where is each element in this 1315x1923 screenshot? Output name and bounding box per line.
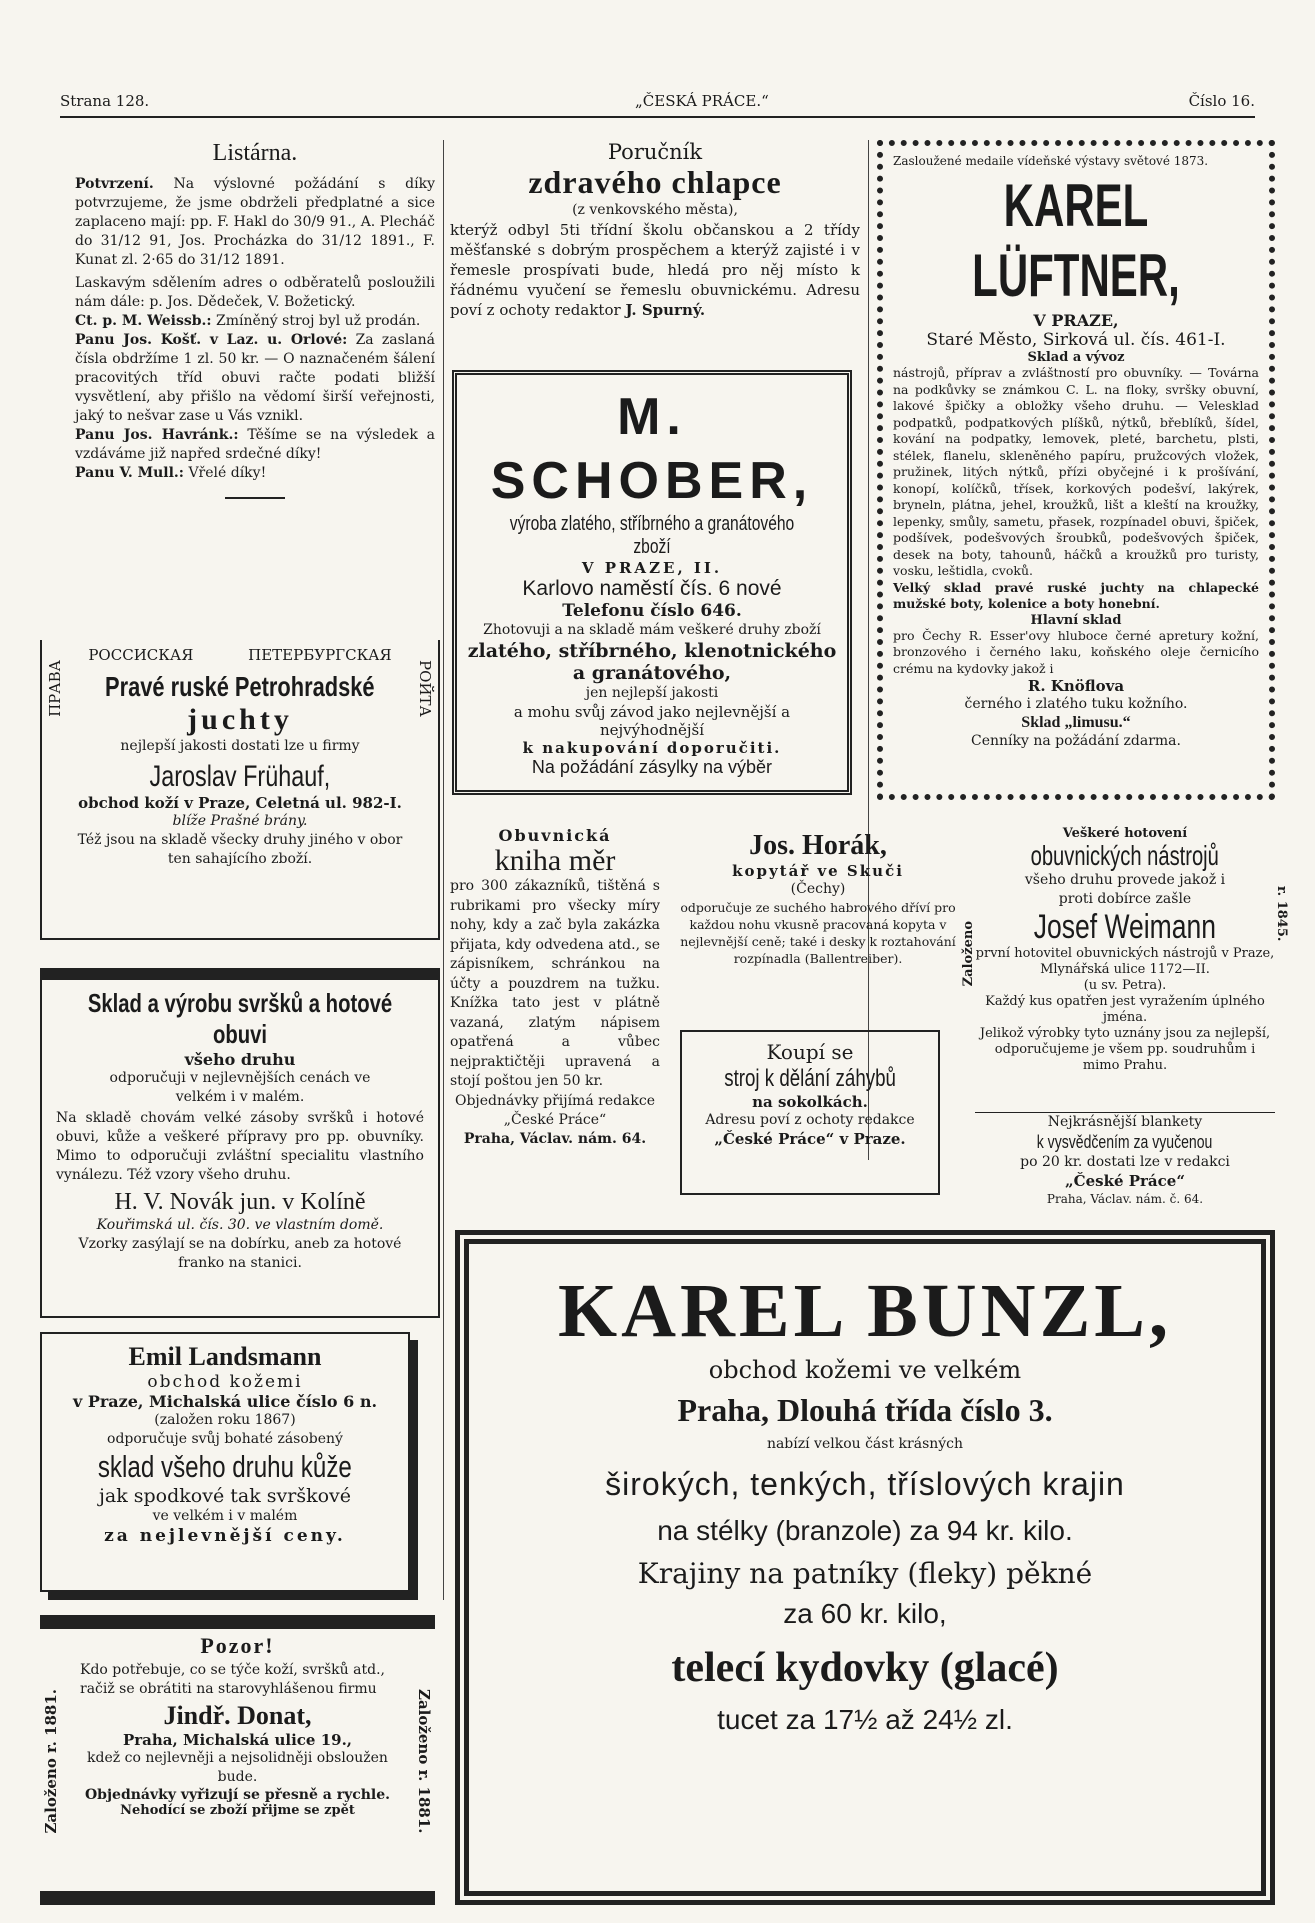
schober-l6: zlatého, stříbrného, klenotnického [467, 640, 837, 662]
ad-kniha [450, 826, 660, 1196]
schober-l3: Karlovo naměstí čís. 6 nové [522, 577, 782, 600]
divider [225, 497, 285, 499]
luftner-l5: černého i zlatého tuku kožního. [964, 696, 1188, 712]
ad-horak [668, 830, 968, 1020]
weimann-l4: proti dobírce zašle [1058, 891, 1192, 907]
ad-donat [40, 1615, 435, 1905]
bunzl-l3: nabízí velkou část krásných [766, 1436, 964, 1452]
luftner-l7: Cenníky na požádání zdarma. [971, 733, 1181, 749]
fruhauf-line1: Pravé ruské Petrohradské [105, 671, 375, 702]
landsmann-l7: ve velkém i v malém [152, 1508, 298, 1524]
listarna-p3: Ct. p. M. Weissb.: Zmíněný stroj byl už prodán. [75, 313, 421, 329]
landsmann-l2: v Praze, Michalská ulice číslo 6 n. [72, 1392, 378, 1411]
fruhauf-address: obchod koží v Praze, Celetná ul. 982-I. [78, 794, 402, 812]
bunzl-name: KAREL BUNZL, [558, 1269, 1172, 1353]
donat-side-right: Založeno r. 1881. [415, 1689, 433, 1834]
header-rule [60, 116, 1255, 118]
blankety-l5: Praha, Václav. nám. č. 64. [1046, 1192, 1204, 1206]
bunzl-l5: na stélky (branzole) za 94 kr. kilo. [657, 1515, 1073, 1546]
bunzl-l6: Krajiny na patníky (fleky) pěkné [637, 1557, 1093, 1590]
luftner-name: KAREL LÜFTNER, [972, 172, 1180, 309]
schober-l8: jen nejlepší jakosti [585, 685, 719, 701]
landsmann-l8: za nejlevnější ceny. [104, 1526, 346, 1546]
kniha-text3: Praha, Václav. nám. 64. [463, 1130, 647, 1147]
weimann-text1b: (u sv. Petra). [1083, 978, 1167, 993]
bunzl-l1: obchod kožemi ve velkém [708, 1356, 1022, 1384]
column-rule-1 [443, 140, 444, 1600]
fruhauf-line3: nejlepší jakosti dostati lze u firmy [120, 738, 360, 754]
koupi-l5: „České Práce“ v Praze. [714, 1130, 906, 1148]
weimann-side-left: Založeno [961, 921, 976, 987]
listarna-p4: Panu Jos. Košť. v Laz. u. Orlové: Za zaslaná čísla obdržíme 1 zl. 50 kr. — O naznačeném šálení pracovitých tříd obuvi račte podati bližší vysvětlení, aby přišlo na vědomí širší veřejnosti, jaký to nešvar zase u Vás vznikl. [75, 332, 436, 424]
donat-name: Jindř. Donat, [163, 1701, 312, 1730]
blankety-l3: po 20 kr. dostati lze v redakci [1020, 1154, 1230, 1170]
schober-l5: Zhotovuji a na skladě mám veškeré druhy zboží [483, 622, 821, 638]
weimann-l2: obuvnických nástrojů [1030, 840, 1220, 871]
luftner-text3: pro Čechy R. Esser'ovy hluboce černé apretury kožní, bronzového i černého laku, koňského oleje černicího crému na kydovky jakož i [893, 627, 1259, 676]
weimann-text3: Jelikož výrobky tyto uznány jsou za nejlepší, odporučujeme je všem pp. soudruhům i mimo Prahu. [979, 1026, 1271, 1073]
novak-text2: Na skladě chovám velké zásoby svršků i hotové obuvi, kůže a veškeré přípravy pro pp. obuvníky. Mimo to odporučuji zvláštní specialitu vlastního vynálezu. Též vzory všeho druhu. [56, 1110, 424, 1183]
horak-l2: (Čechy) [790, 881, 846, 897]
listarna-title: Listárna. [212, 140, 298, 166]
landsmann-l5: sklad všeho druhu kůže [97, 1449, 353, 1484]
weimann-l1: Veškeré hotovení [1062, 826, 1188, 841]
ad-fruhauf [40, 640, 440, 940]
fruhauf-near: blíže Prašné brány. [172, 813, 308, 829]
ad-landsmann [40, 1332, 410, 1592]
donat-title: Pozor! [200, 1633, 275, 1658]
schober-l9: a mohu svůj závod jako nejlevnější a nejvýhodnější [513, 703, 791, 739]
bunzl-l4: širokých, tenkých, tříslových krajin [605, 1466, 1125, 1502]
luftner-text2: Velký sklad pravé ruské juchty na chlapecké mužské boty, kolenice a boty honební. [893, 579, 1259, 611]
novak-name: H. V. Novák jun. v Kolíně [114, 1189, 366, 1215]
schober-l2: V PRAZE, II. [581, 559, 723, 577]
fruhauf-also: Též jsou na skladě všecky druhy jiného v obor ten sahajícího zboží. [77, 832, 403, 867]
ad-porucnik [450, 140, 860, 320]
fruhauf-name: Jaroslav Frühauf, [149, 760, 331, 793]
porucnik-l2: zdravého chlapce [528, 164, 782, 200]
ad-luftner [877, 140, 1275, 800]
weimann-text2: Každý kus opatřen jest vyražením úplného jména. [985, 994, 1265, 1025]
listarna-p6: Panu V. Mull.: Vřelé díky! [75, 465, 267, 481]
ad-weimann [961, 826, 1289, 1116]
landsmann-l4: odporučuje svůj bohaté zásobený [107, 1431, 343, 1447]
page-header [60, 92, 1255, 114]
donat-text1: Kdo potřebuje, co se týče koží, svršků atd., račiž se obrátiti na starovyhlášenou firmu [80, 1662, 385, 1697]
donat-text2: kdež co nejlevněji a nejsolidněji obsloužen bude. [87, 1750, 388, 1785]
porucnik-text: kterýž odbyl 5ti třídní školu občanskou a 2 třídy měšťanské s dobrým prospěchem a kterýž zajisté i v řemesle prospívati bude, hledá pro něj místo k řádnému vyučení se řemeslu obuvnickému. Adresu poví z ochoty redaktor J. Spurný. [450, 221, 860, 319]
side-text-left: ПРАВА [46, 660, 64, 717]
kniha-text: pro 300 zákazníků, tištěná s rubrikami pro všecky míry nohy, kdy a zač byla zakázka přijata, kdy odvedena atd., se zápisníkem, schránkou na účty a pouzdrem na tužku. Knížka tato jest v plátně vazaná, zlatým nápisem opatřená a vůbec nejpraktičtěji upravená a stojí poštou jen 50 kr. [450, 878, 660, 1089]
weimann-name: Josef Weimann [1033, 908, 1217, 946]
issue-number: Číslo 16. [1188, 92, 1255, 110]
donat-text4: Nehodící se zboží přijme se zpět [120, 1803, 355, 1818]
novak-sub: všeho druhu [184, 1050, 296, 1069]
luftner-l1: Zasloužené medaile vídeňské výstavy světové 1873. [893, 154, 1209, 168]
page-number: Strana 128. [60, 92, 150, 110]
luftner-address: Staré Město, Sirková ul. čís. 461-I. [926, 330, 1226, 350]
novak-title: Sklad a výrobu svršků a hotové obuvi [87, 988, 393, 1049]
schober-l4: Telefonu číslo 646. [562, 601, 742, 621]
novak-text3: Vzorky zasýlají se na dobírku, aneb za hotové franko na stanici. [78, 1236, 402, 1271]
listarna-p5: Panu Jos. Havránk.: Těšíme se na výsledek a vzdáváme již napřed srdečné díky! [75, 427, 435, 462]
schober-l10: k nakupování doporučiti. [522, 739, 782, 757]
weimann-side-right: r. 1845. [1274, 886, 1289, 942]
luftner-l3: Hlavní sklad [1030, 612, 1122, 628]
porucnik-l1: Poručník [607, 140, 703, 164]
novak-text1: odporučuji v nejlevnějších cenách ve velkém i v malém. [109, 1070, 371, 1105]
ad-koupi [680, 1030, 940, 1195]
landsmann-name: Emil Landsmann [128, 1342, 322, 1371]
koupi-l3: na sokolkách. [752, 1093, 868, 1111]
schober-l7: a granátového, [572, 662, 732, 684]
schober-l1: výroba zlatého, stříbrného a granátového zboží [509, 513, 795, 558]
bunzl-l9: tucet za 17½ až 24½ zl. [717, 1704, 1013, 1735]
luftner-l4: R. Knöflova [1027, 677, 1125, 695]
listarna [75, 140, 435, 499]
kniha-l1: Obuvnická [498, 826, 612, 845]
side-text-right: РОЙТА [416, 660, 434, 717]
kniha-l2: kniha měr [494, 844, 616, 877]
ad-bunzl [455, 1230, 1275, 1905]
donat-text3: Objednávky vyřizují se přesně a rychle. [84, 1787, 391, 1803]
bunzl-l8: telecí kydovky (glacé) [671, 1645, 1059, 1691]
ad-novak [40, 968, 440, 1318]
donat-address: Praha, Michalská ulice 19., [122, 1731, 353, 1749]
koupi-l2: stroj k dělání záhybů [724, 1065, 896, 1092]
blankety-l1: Nejkrásnější blankety [1047, 1114, 1203, 1130]
horak-l1: kopytář ve Skuči [732, 862, 904, 880]
schober-l11: Na požádání zásylky na výběr [531, 757, 773, 777]
weimann-text1: první hotovitel obuvnických nástrojů v Praze, Mlynářská ulice 1172—II. [975, 946, 1275, 977]
koupi-l1: Koupí se [766, 1040, 854, 1064]
listarna-p1: Potvrzení. Na výslovné požádání s díky potvrzujeme, že jsme obdrželi předplatné a sice zaplaceno mají: pp. F. Hakl do 30/9 91., A. Plecháč do 31/12 91, Jos. Procházka do 31/12 1891., F. Kunat zl. 2·65 do 31/12 1891. [75, 176, 436, 268]
porucnik-l3: (z venkovského města), [572, 202, 738, 218]
weimann-l3: všeho druhu provede jakož i [1024, 872, 1226, 888]
bunzl-l7: za 60 kr. kilo, [783, 1598, 947, 1629]
journal-title: „ČESKÁ PRÁCE.“ [635, 92, 769, 110]
luftner-l2: Sklad a vývoz [1027, 350, 1125, 365]
schober-name: M. SCHOBER, [490, 388, 814, 510]
novak-address: Kouřimská ul. čís. 30. ve vlastním domě. [96, 1217, 384, 1233]
listarna-p2: Laskavým sdělením adres o odběratelů posloužili nám dále: p. Jos. Dědeček, V. Božetický. [75, 275, 435, 310]
fruhauf-line2: juchty [187, 703, 293, 736]
kniha-text2: Objednávky přijímá redakce „České Práce“ [454, 1092, 656, 1128]
ad-schober [452, 370, 852, 795]
ad-blankety [975, 1112, 1275, 1208]
landsmann-l1: obchod kožemi [147, 1372, 303, 1392]
koupi-l4: Adresu poví z ochoty redakce [705, 1112, 915, 1128]
horak-text: odporučuje ze suchého habrového dříví pro každou nohu vkusně pracovaná kopyta v nejlevnější ceně; také i desky k roztahování rozpínadla (Ballentreiber). [680, 900, 956, 966]
bunzl-l2: Praha, Dlouhá třída číslo 3. [677, 1392, 1053, 1428]
blankety-l2: k vysvědčením za vyučenou [1037, 1132, 1213, 1152]
luftner-text1: nástrojů, příprav a zvláštností pro obuvníky. — Továrna na podkůvky se známkou C. L. na floky, svršky obuvní, lakové špičky a obložky všeho druhu. — Velesklad podpatků, podpatkových plíšků, nýtků, břeblíků, šídel, kování na podpatky, lemovek, pleté, barchetu, plsti, stélek, flanelu, skleněného papíru, pružcových vložek, pružinek, litých nýtků, přízi obyčejné i k prošívání, konopí, kolíčků, třísek, korkových podešví, lakýrek, bryneln, plátna, jehel, kroužků, lišt a kleští na kroužky, lepenky, smůly, sametu, přasek, rozpínadel obuvi, špiček, podšívek, podešvových šroubků, podešvových špiček, desek na boty, tahounů, háčků a kroužků pro turisty, vosku, leštidla, cvoků. [893, 365, 1259, 578]
landsmann-l6: jak spodkové tak svrškové [98, 1485, 352, 1507]
blankety-l4: „České Práce“ [1065, 1172, 1185, 1190]
luftner-l6: Sklad „limusu.“ [1021, 714, 1131, 731]
donat-side-left: Založeno r. 1881. [42, 1689, 60, 1834]
landsmann-l3: (založen roku 1867) [154, 1412, 296, 1428]
horak-name: Jos. Horák, [749, 830, 887, 861]
luftner-city: V PRAZE, [1033, 311, 1119, 330]
russian-banner: РОССИСКАЯ ПЕТЕРБУРГСКАЯ [88, 646, 392, 664]
